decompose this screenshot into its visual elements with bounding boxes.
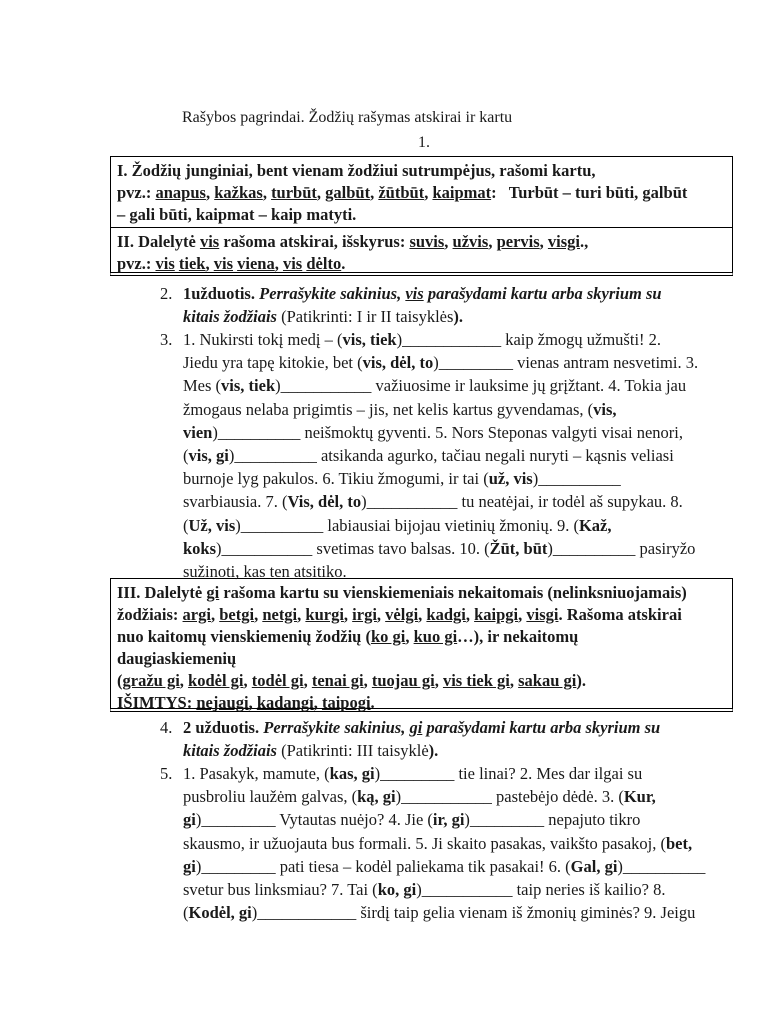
text-segment: vis, dėl, to	[362, 353, 434, 373]
text-segment: kas, gi	[329, 764, 375, 783]
example-word: viena	[237, 254, 275, 273]
text-segment: 1užduotis.	[183, 284, 260, 303]
rule2-line2: pvz.: vis tiek, vis viena, vis dėlto.	[117, 254, 346, 273]
example-word: anapus	[155, 183, 206, 202]
rule3-line3	[117, 626, 726, 648]
text-segment: parašydami kartu arba skyrium su	[423, 284, 662, 303]
text-segment: vis,	[593, 399, 617, 419]
exception-word: užvis	[452, 232, 489, 251]
text-segment: )_________ Vytautas nuėjo? 4. Jie (	[195, 810, 433, 830]
rule3-text: …), ir nekaitomų	[457, 627, 579, 646]
text-segment: vis	[405, 284, 424, 303]
example-word: vis	[282, 254, 303, 273]
text-segment: parašydami kartu arba skyrium su	[422, 718, 661, 737]
list-number: 5.	[160, 764, 173, 783]
text-line	[183, 716, 731, 739]
rule3-text: nuo kaitomų vienskiemenių žodžių (	[117, 627, 371, 646]
text-segment: ko, gi	[377, 880, 417, 900]
example-word: kadgi	[426, 605, 466, 624]
example-word: ko gi	[370, 627, 406, 646]
text-segment: kitais žodžiais	[183, 741, 277, 761]
text-line	[183, 398, 731, 421]
text-segment: skausmo, ir užuojauta bus formali. 5. Ji skaito pasakas, vaikšto pasakoj, (	[183, 833, 666, 853]
example-word: kaipgi	[474, 605, 519, 624]
pvz-label: pvz.:	[117, 254, 152, 273]
text-segment: Kur,	[623, 787, 656, 807]
text-segment: 1. Pasakyk, mamute, (	[183, 764, 330, 783]
example-word: vis tiek gi	[442, 671, 510, 690]
exceptions-label: IŠIMTYS:	[117, 693, 193, 712]
rule2-exceptions: suvis, užvis, pervis, visgi	[409, 232, 580, 251]
text-segment: žmogaus nelaba prigimtis – jis, net kelis kartus gyvendamas, (	[183, 399, 594, 419]
rule3-line5: (gražu gi, kodėl gi, todėl gi, tenai gi, tuojau gi, vis tiek gi, sakau gi).	[117, 671, 586, 690]
example-word: irgi	[352, 605, 377, 624]
text-segment: Gal, gi	[570, 856, 618, 876]
example-word: kažkas	[214, 183, 263, 202]
rule3-examples-inline: ko gi, kuo gi	[370, 627, 458, 646]
text-segment: Mes (	[183, 376, 222, 396]
text-segment: bet,	[666, 833, 693, 853]
example-word: vėlgi	[385, 605, 419, 624]
text-line	[183, 328, 731, 351]
example-word: dėlto	[306, 254, 342, 273]
text-segment: kitais žodžiais	[183, 307, 277, 327]
text-segment: gi	[183, 810, 196, 830]
text-segment: Vis, dėl, to	[287, 492, 362, 512]
text-line	[183, 762, 731, 785]
text-segment: vien	[183, 422, 213, 442]
exception-word: visgi	[547, 232, 580, 251]
rule3-word: gi	[206, 583, 220, 602]
text-segment: vis, tiek	[342, 330, 397, 349]
text-segment: (Patikrinti: I ir II taisyklės	[276, 307, 454, 327]
text-segment: )__________ atsikanda agurko, tačiau negali nuryti – kąsnis veliasi	[228, 446, 674, 466]
text-segment: )___________ pastebėjo dėdė. 3. (	[395, 787, 624, 807]
example-word: tenai gi	[311, 671, 364, 690]
text-segment: Perrašykite sakinius,	[263, 718, 410, 737]
page-number: 1.	[418, 134, 430, 151]
text-line	[183, 490, 731, 513]
text-segment: (	[183, 515, 189, 535]
text-segment: )___________ važiuosime ir lauksime jų grįžtant. 4. Tokia jau	[275, 376, 687, 396]
text-line	[183, 537, 731, 560]
exception-word: nejaugi	[196, 693, 249, 712]
text-segment: (	[183, 446, 189, 466]
text-segment: gi	[183, 856, 196, 876]
text-segment: )_________ pati tiesa – kodėl paliekama tik pasakai! 6. (	[195, 856, 571, 876]
list-number: 3.	[160, 330, 173, 349]
text-segment: )__________ neišmoktų gyventi. 5. Nors Steponas valgyti visai nenori,	[212, 422, 684, 442]
rule2-line1: II. Dalelytė vis rašoma atskirai, išskyrus: suvis, užvis, pervis, visgi.,	[117, 232, 589, 251]
text-segment: pusbroliu laužėm galvas, (	[183, 787, 358, 807]
text-segment: ).	[428, 741, 439, 761]
rule3-text: rašoma kartu su vienskiemeniais nekaitomais (nelinksniuojamais)	[223, 583, 687, 602]
text-segment: Kodėl, gi	[188, 903, 252, 923]
example-word: vis	[155, 254, 175, 273]
list-number: 4.	[160, 718, 173, 737]
list-text	[183, 716, 731, 762]
example-word: kaipmat	[432, 183, 492, 202]
text-segment: )___________ taip neries iš kailio? 8.	[416, 880, 666, 900]
rule1-line2: pvz.: anapus, kažkas, turbūt, galbūt, žūtbūt, kaipmat: Turbūt – turi būti, galbūt	[117, 183, 688, 202]
text-segment: )_________ nepajuto tikro	[464, 810, 641, 830]
text-line	[183, 282, 731, 305]
rule3-examples-separate: gražu gi, kodėl gi, todėl gi, tenai gi, tuojau gi, vis tiek gi, sakau gi	[122, 671, 577, 690]
text-line	[183, 878, 731, 901]
text-segment: už, vis	[488, 469, 533, 489]
example-word: žūtbūt	[378, 183, 425, 202]
text-segment: svetur bus linksmiau? 7. Tai (	[183, 880, 378, 900]
example-word: betgi	[219, 605, 255, 624]
text-segment: vis, tiek	[221, 376, 276, 396]
text-segment: gi	[409, 718, 423, 737]
text-segment: 2 užduotis.	[183, 718, 264, 737]
text-segment: 1. Nukirsti tokį medį – (	[183, 330, 343, 349]
example-word: visgi	[526, 605, 559, 624]
example-word: sakau gi	[518, 671, 577, 690]
text-segment: )___________ tu neatėjai, ir todėl aš supykau. 8.	[361, 492, 683, 512]
list-text	[183, 762, 731, 924]
text-segment: vis, gi	[188, 446, 229, 466]
text-line	[183, 808, 731, 831]
text-segment: )____________ kaip žmogų užmušti! 2.	[396, 330, 662, 349]
exception-word: taipogi	[321, 693, 371, 712]
rule1-line3: – gali būti, kaipmat – kaip matyti.	[117, 205, 357, 224]
text-segment: ir, gi	[432, 810, 465, 830]
text-segment: Žūt, būt	[489, 538, 548, 558]
text-line	[183, 832, 731, 855]
text-segment: )____________ širdį taip gelia vienam iš žmonių giminės? 9. Jeigu	[251, 903, 696, 923]
text-segment: )_________ tie linai? 2. Mes dar ilgai su	[374, 764, 643, 783]
rule2-prefix: II. Dalelytė	[117, 232, 196, 251]
rule2-word: vis	[199, 232, 220, 251]
text-line	[183, 421, 731, 444]
example-word: tuojau gi	[371, 671, 435, 690]
example-word: netgi	[262, 605, 298, 624]
text-line	[183, 374, 731, 397]
text-segment: )__________ pasiryžo	[547, 538, 696, 558]
rule1-examples: anapus, kažkas, turbūt, galbūt, žūtbūt, kaipmat	[155, 183, 492, 202]
example-word: vis	[213, 254, 233, 273]
text-segment: )__________	[617, 856, 706, 876]
text-line	[183, 901, 731, 924]
example-word: gražu gi	[122, 671, 180, 690]
text-line	[183, 785, 731, 808]
text-line	[183, 467, 731, 490]
text-segment: svarbiausia. 7. (	[183, 492, 288, 512]
example-word: kuo gi	[413, 627, 458, 646]
text-segment: ką, gi	[357, 787, 396, 807]
rule3-line6: IŠIMTYS: nejaugi, kadangi, taipogi.	[117, 693, 375, 712]
exception-word: kadangi	[256, 693, 314, 712]
text-segment: koks	[183, 538, 217, 558]
text-segment: Už, vis	[188, 515, 236, 535]
list-text	[183, 282, 731, 328]
example-word: argi	[182, 605, 211, 624]
text-segment: (Patikrinti: III taisyklė	[276, 741, 429, 761]
text-line	[183, 351, 731, 374]
rule3-line2	[117, 604, 726, 626]
rule3-exceptions: nejaugi, kadangi, taipogi	[196, 693, 371, 712]
text-line	[183, 444, 731, 467]
example-word: todėl gi	[251, 671, 304, 690]
text-segment: Jiedu yra tapę kitokie, bet (	[183, 353, 363, 373]
text-line	[183, 855, 731, 878]
example-word: kurgi	[305, 605, 344, 624]
rule2-mid: rašoma atskirai, išskyrus:	[223, 232, 406, 251]
list-number: 2.	[160, 284, 173, 303]
rule-box-1	[110, 156, 733, 228]
rule1-note: Turbūt – turi būti, galbūt	[508, 183, 688, 202]
rule3-text: . Rašoma atskirai	[558, 605, 682, 624]
rule3-label: žodžiais:	[117, 605, 179, 624]
text-segment: Perrašykite sakinius,	[259, 284, 406, 303]
rule3-line1	[117, 582, 726, 604]
example-word: galbūt	[325, 183, 371, 202]
text-line	[183, 514, 731, 537]
text-line	[183, 560, 731, 583]
text-segment: )__________	[532, 469, 621, 489]
text-segment: Kaž,	[578, 515, 612, 535]
example-word: kodėl gi	[188, 671, 244, 690]
document-title: Rašybos pagrindai. Žodžių rašymas atskirai ir kartu	[182, 109, 513, 126]
exception-word: pervis	[496, 232, 540, 251]
rule3-words-together: argi, betgi, netgi, kurgi, irgi, vėlgi, kadgi, kaipgi, visgi	[182, 605, 559, 624]
pvz-label: pvz.:	[117, 183, 152, 202]
text-segment: )_________ vienas antram nesvetimi. 3.	[433, 353, 699, 373]
rule-box-2	[110, 228, 733, 276]
rule-box-3	[110, 578, 733, 712]
example-word: turbūt	[271, 183, 317, 202]
text-segment: burnoje lyg pakulos. 6. Tikiu žmogumi, ir tai (	[183, 469, 489, 489]
text-line	[183, 305, 731, 328]
text-segment: (	[183, 903, 189, 923]
rule2-examples: vis tiek, vis viena, vis dėlto	[155, 254, 342, 273]
text-segment: sužinoti, kas ten atsitiko.	[183, 562, 347, 582]
rule3-text: III. Dalelytė	[117, 583, 203, 602]
rule1-line1: I. Žodžių junginiai, bent vienam žodžiui sutrumpėjus, rašomi kartu,	[117, 161, 596, 180]
text-segment: )___________ svetimas tavo balsas. 10. (	[216, 538, 490, 558]
list-text	[183, 328, 731, 583]
text-segment: ).	[453, 307, 464, 327]
text-line	[183, 739, 731, 762]
rule3-line4: daugiaskiemenių	[117, 649, 237, 668]
text-segment: )__________ labiausiai bijojau vietinių žmonių. 9. (	[235, 515, 579, 535]
example-word: tiek	[178, 254, 206, 273]
exception-word: suvis	[409, 232, 445, 251]
